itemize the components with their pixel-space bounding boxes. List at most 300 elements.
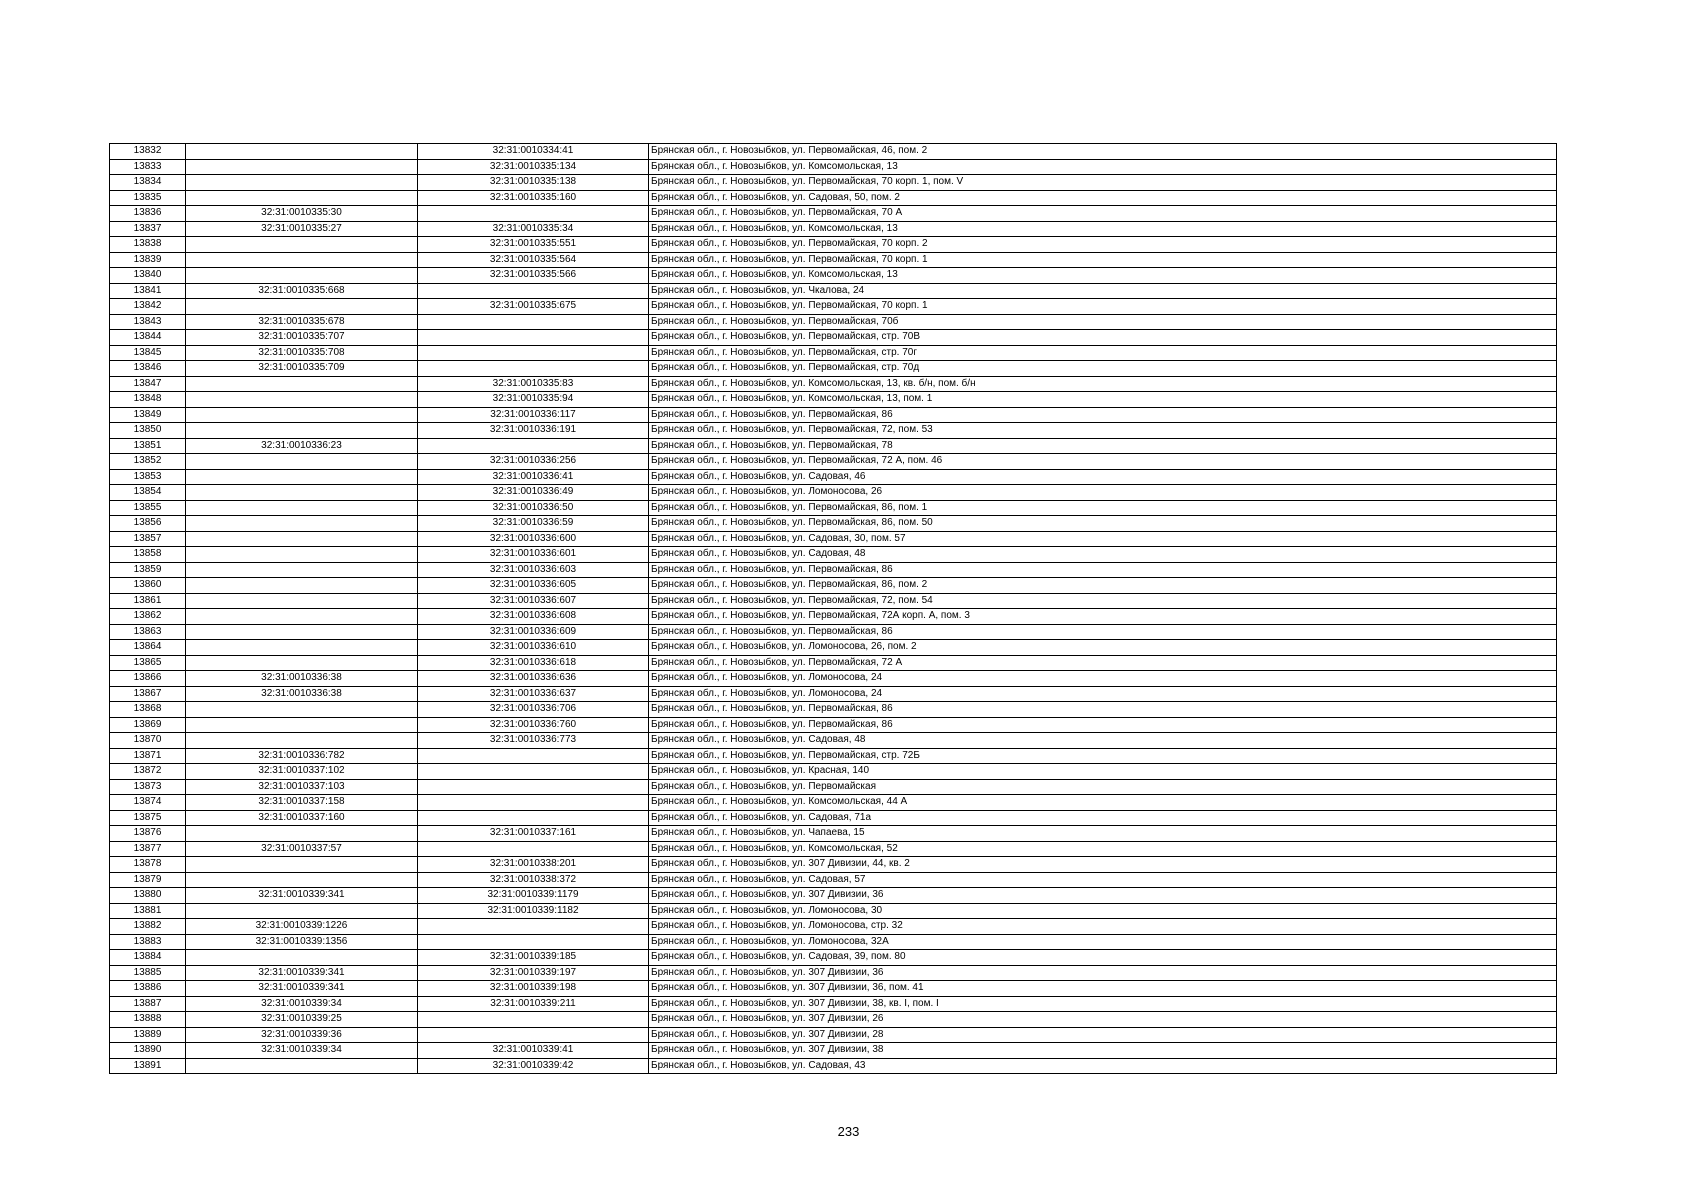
object-cadastral-number-cell: 32:31:0010336:191 [418, 423, 649, 439]
table-row [110, 640, 1557, 656]
land-parcel-number-cell [186, 640, 418, 656]
land-parcel-number-cell: 32:31:0010336:38 [186, 671, 418, 687]
row-number-cell: 13859 [110, 562, 186, 578]
row-number-cell: 13833 [110, 159, 186, 175]
object-cadastral-number-cell: 32:31:0010336:41 [418, 469, 649, 485]
row-number-cell: 13843 [110, 314, 186, 330]
row-number-cell: 13890 [110, 1043, 186, 1059]
land-parcel-number-cell [186, 1058, 418, 1074]
address-cell: Брянская обл., г. Новозыбков, ул. Первомайская, 86, пом. 50 [649, 516, 1557, 532]
land-parcel-number-cell: 32:31:0010339:25 [186, 1012, 418, 1028]
table-row [110, 1058, 1557, 1074]
address-cell: Брянская обл., г. Новозыбков, ул. 307 Дивизии, 28 [649, 1027, 1557, 1043]
object-cadastral-number-cell: 32:31:0010339:197 [418, 965, 649, 981]
land-parcel-number-cell [186, 872, 418, 888]
table-row [110, 702, 1557, 718]
object-cadastral-number-cell: 32:31:0010339:41 [418, 1043, 649, 1059]
row-number-cell: 13848 [110, 392, 186, 408]
address-cell: Брянская обл., г. Новозыбков, ул. Ломоносова, 32А [649, 934, 1557, 950]
address-cell: Брянская обл., г. Новозыбков, ул. Садовая, 46 [649, 469, 1557, 485]
land-parcel-number-cell [186, 376, 418, 392]
address-cell: Брянская обл., г. Новозыбков, ул. Первомайская, 86 [649, 717, 1557, 733]
object-cadastral-number-cell: 32:31:0010339:198 [418, 981, 649, 997]
address-cell: Брянская обл., г. Новозыбков, ул. Первомайская, 86, пом. 2 [649, 578, 1557, 594]
object-cadastral-number-cell: 32:31:0010335:675 [418, 299, 649, 315]
object-cadastral-number-cell: 32:31:0010335:34 [418, 221, 649, 237]
table-row [110, 717, 1557, 733]
address-cell: Брянская обл., г. Новозыбков, ул. Ломоносова, 30 [649, 903, 1557, 919]
table-row [110, 206, 1557, 222]
object-cadastral-number-cell: 32:31:0010336:706 [418, 702, 649, 718]
address-cell: Брянская обл., г. Новозыбков, ул. Комсомольская, 13, кв. б/н, пом. б/н [649, 376, 1557, 392]
row-number-cell: 13891 [110, 1058, 186, 1074]
land-parcel-number-cell: 32:31:0010335:708 [186, 345, 418, 361]
address-cell: Брянская обл., г. Новозыбков, ул. 307 Дивизии, 38, кв. I, пом. I [649, 996, 1557, 1012]
row-number-cell: 13886 [110, 981, 186, 997]
object-cadastral-number-cell: 32:31:0010338:201 [418, 857, 649, 873]
address-cell: Брянская обл., г. Новозыбков, ул. Первомайская, стр. 72Б [649, 748, 1557, 764]
address-cell: Брянская обл., г. Новозыбков, ул. 307 Дивизии, 38 [649, 1043, 1557, 1059]
land-parcel-number-cell: 32:31:0010339:341 [186, 888, 418, 904]
table-row [110, 655, 1557, 671]
row-number-cell: 13836 [110, 206, 186, 222]
object-cadastral-number-cell: 32:31:0010336:50 [418, 500, 649, 516]
object-cadastral-number-cell [418, 779, 649, 795]
object-cadastral-number-cell: 32:31:0010336:607 [418, 593, 649, 609]
row-number-cell: 13834 [110, 175, 186, 191]
table-row [110, 190, 1557, 206]
object-cadastral-number-cell [418, 934, 649, 950]
row-number-cell: 13844 [110, 330, 186, 346]
land-parcel-number-cell: 32:31:0010335:27 [186, 221, 418, 237]
table-row [110, 438, 1557, 454]
registry-table [109, 143, 1557, 1074]
table-row [110, 345, 1557, 361]
land-parcel-number-cell [186, 547, 418, 563]
land-parcel-number-cell [186, 624, 418, 640]
object-cadastral-number-cell: 32:31:0010336:609 [418, 624, 649, 640]
address-cell: Брянская обл., г. Новозыбков, ул. Садовая, 48 [649, 733, 1557, 749]
object-cadastral-number-cell: 32:31:0010335:564 [418, 252, 649, 268]
address-cell: Брянская обл., г. Новозыбков, ул. Первомайская, стр. 70д [649, 361, 1557, 377]
land-parcel-number-cell [186, 609, 418, 625]
table-row [110, 624, 1557, 640]
row-number-cell: 13855 [110, 500, 186, 516]
row-number-cell: 13852 [110, 454, 186, 470]
address-cell: Брянская обл., г. Новозыбков, ул. Чапаева, 15 [649, 826, 1557, 842]
page-number: 233 [837, 1124, 860, 1139]
address-cell: Брянская обл., г. Новозыбков, ул. 307 Дивизии, 44, кв. 2 [649, 857, 1557, 873]
table-row [110, 268, 1557, 284]
table-row [110, 361, 1557, 377]
land-parcel-number-cell: 32:31:0010336:38 [186, 686, 418, 702]
land-parcel-number-cell [186, 950, 418, 966]
object-cadastral-number-cell [418, 764, 649, 780]
land-parcel-number-cell: 32:31:0010337:102 [186, 764, 418, 780]
address-cell: Брянская обл., г. Новозыбков, ул. Первомайская, 72, пом. 53 [649, 423, 1557, 439]
row-number-cell: 13866 [110, 671, 186, 687]
address-cell: Брянская обл., г. Новозыбков, ул. Садовая, 50, пом. 2 [649, 190, 1557, 206]
land-parcel-number-cell [186, 175, 418, 191]
address-cell: Брянская обл., г. Новозыбков, ул. Ломоносова, стр. 32 [649, 919, 1557, 935]
address-cell: Брянская обл., г. Новозыбков, ул. Ломоносова, 26, пом. 2 [649, 640, 1557, 656]
table-row [110, 175, 1557, 191]
land-parcel-number-cell: 32:31:0010339:36 [186, 1027, 418, 1043]
table-row [110, 810, 1557, 826]
address-cell: Брянская обл., г. Новозыбков, ул. Садовая, 43 [649, 1058, 1557, 1074]
table-row [110, 888, 1557, 904]
table-row [110, 857, 1557, 873]
row-number-cell: 13856 [110, 516, 186, 532]
object-cadastral-number-cell [418, 1012, 649, 1028]
row-number-cell: 13881 [110, 903, 186, 919]
address-cell: Брянская обл., г. Новозыбков, ул. Первомайская, 70 корп. 1 [649, 252, 1557, 268]
row-number-cell: 13888 [110, 1012, 186, 1028]
address-cell: Брянская обл., г. Новозыбков, ул. Первомайская, 72А корп. А, пом. 3 [649, 609, 1557, 625]
object-cadastral-number-cell [418, 330, 649, 346]
table-row [110, 392, 1557, 408]
row-number-cell: 13872 [110, 764, 186, 780]
land-parcel-number-cell [186, 593, 418, 609]
address-cell: Брянская обл., г. Новозыбков, ул. Садовая, 48 [649, 547, 1557, 563]
row-number-cell: 13850 [110, 423, 186, 439]
row-number-cell: 13862 [110, 609, 186, 625]
object-cadastral-number-cell [418, 345, 649, 361]
object-cadastral-number-cell: 32:31:0010336:117 [418, 407, 649, 423]
land-parcel-number-cell: 32:31:0010336:23 [186, 438, 418, 454]
land-parcel-number-cell: 32:31:0010339:341 [186, 981, 418, 997]
table-row [110, 764, 1557, 780]
row-number-cell: 13869 [110, 717, 186, 733]
table-row [110, 485, 1557, 501]
object-cadastral-number-cell [418, 1027, 649, 1043]
object-cadastral-number-cell [418, 919, 649, 935]
table-row [110, 500, 1557, 516]
row-number-cell: 13857 [110, 531, 186, 547]
land-parcel-number-cell: 32:31:0010335:709 [186, 361, 418, 377]
object-cadastral-number-cell: 32:31:0010336:637 [418, 686, 649, 702]
row-number-cell: 13845 [110, 345, 186, 361]
object-cadastral-number-cell [418, 795, 649, 811]
object-cadastral-number-cell: 32:31:0010339:185 [418, 950, 649, 966]
table-row [110, 469, 1557, 485]
row-number-cell: 13875 [110, 810, 186, 826]
row-number-cell: 13883 [110, 934, 186, 950]
row-number-cell: 13874 [110, 795, 186, 811]
address-cell: Брянская обл., г. Новозыбков, ул. Первомайская, 70 корп. 1, пом. V [649, 175, 1557, 191]
address-cell: Брянская обл., г. Новозыбков, ул. 307 Дивизии, 36 [649, 965, 1557, 981]
table-row [110, 841, 1557, 857]
object-cadastral-number-cell [418, 283, 649, 299]
table-row [110, 376, 1557, 392]
address-cell: Брянская обл., г. Новозыбков, ул. Первомайская, 70б [649, 314, 1557, 330]
table-row [110, 996, 1557, 1012]
row-number-cell: 13838 [110, 237, 186, 253]
address-cell: Брянская обл., г. Новозыбков, ул. Первомайская, 72 А, пом. 46 [649, 454, 1557, 470]
address-cell: Брянская обл., г. Новозыбков, ул. 307 Дивизии, 26 [649, 1012, 1557, 1028]
land-parcel-number-cell: 32:31:0010339:341 [186, 965, 418, 981]
table-row [110, 593, 1557, 609]
row-number-cell: 13889 [110, 1027, 186, 1043]
object-cadastral-number-cell: 32:31:0010336:603 [418, 562, 649, 578]
address-cell: Брянская обл., г. Новозыбков, ул. Комсомольская, 44 А [649, 795, 1557, 811]
table-row [110, 516, 1557, 532]
address-cell: Брянская обл., г. Новозыбков, ул. Комсомольская, 13 [649, 159, 1557, 175]
object-cadastral-number-cell: 32:31:0010336:59 [418, 516, 649, 532]
table-row [110, 934, 1557, 950]
row-number-cell: 13885 [110, 965, 186, 981]
address-cell: Брянская обл., г. Новозыбков, ул. Ломоносова, 24 [649, 686, 1557, 702]
object-cadastral-number-cell [418, 438, 649, 454]
land-parcel-number-cell [186, 299, 418, 315]
table-row [110, 578, 1557, 594]
land-parcel-number-cell [186, 407, 418, 423]
row-number-cell: 13864 [110, 640, 186, 656]
row-number-cell: 13868 [110, 702, 186, 718]
land-parcel-number-cell: 32:31:0010339:1226 [186, 919, 418, 935]
table-row [110, 531, 1557, 547]
row-number-cell: 13840 [110, 268, 186, 284]
object-cadastral-number-cell [418, 206, 649, 222]
row-number-cell: 13884 [110, 950, 186, 966]
table-row [110, 903, 1557, 919]
land-parcel-number-cell [186, 190, 418, 206]
address-cell: Брянская обл., г. Новозыбков, ул. Садовая, 57 [649, 872, 1557, 888]
row-number-cell: 13880 [110, 888, 186, 904]
address-cell: Брянская обл., г. Новозыбков, ул. Первомайская, 72, пом. 54 [649, 593, 1557, 609]
object-cadastral-number-cell: 32:31:0010336:605 [418, 578, 649, 594]
object-cadastral-number-cell: 32:31:0010336:636 [418, 671, 649, 687]
table-row [110, 779, 1557, 795]
object-cadastral-number-cell [418, 748, 649, 764]
object-cadastral-number-cell: 32:31:0010335:566 [418, 268, 649, 284]
address-cell: Брянская обл., г. Новозыбков, ул. Садовая, 71а [649, 810, 1557, 826]
object-cadastral-number-cell: 32:31:0010337:161 [418, 826, 649, 842]
address-cell: Брянская обл., г. Новозыбков, ул. Первомайская, 46, пом. 2 [649, 144, 1557, 160]
address-cell: Брянская обл., г. Новозыбков, ул. Комсомольская, 13 [649, 268, 1557, 284]
table-row [110, 144, 1557, 160]
row-number-cell: 13835 [110, 190, 186, 206]
land-parcel-number-cell [186, 159, 418, 175]
table-row [110, 748, 1557, 764]
table-row [110, 609, 1557, 625]
row-number-cell: 13832 [110, 144, 186, 160]
row-number-cell: 13847 [110, 376, 186, 392]
object-cadastral-number-cell: 32:31:0010335:94 [418, 392, 649, 408]
land-parcel-number-cell: 32:31:0010337:158 [186, 795, 418, 811]
land-parcel-number-cell [186, 392, 418, 408]
table-row [110, 314, 1557, 330]
row-number-cell: 13851 [110, 438, 186, 454]
row-number-cell: 13865 [110, 655, 186, 671]
table-row [110, 686, 1557, 702]
land-parcel-number-cell [186, 454, 418, 470]
object-cadastral-number-cell: 32:31:0010335:160 [418, 190, 649, 206]
land-parcel-number-cell: 32:31:0010335:30 [186, 206, 418, 222]
address-cell: Брянская обл., г. Новозыбков, ул. Первомайская, 70 А [649, 206, 1557, 222]
address-cell: Брянская обл., г. Новозыбков, ул. Ломоносова, 26 [649, 485, 1557, 501]
address-cell: Брянская обл., г. Новозыбков, ул. Первомайская, 86 [649, 624, 1557, 640]
row-number-cell: 13861 [110, 593, 186, 609]
object-cadastral-number-cell: 32:31:0010336:618 [418, 655, 649, 671]
object-cadastral-number-cell: 32:31:0010339:42 [418, 1058, 649, 1074]
land-parcel-number-cell [186, 531, 418, 547]
land-parcel-number-cell: 32:31:0010335:707 [186, 330, 418, 346]
object-cadastral-number-cell [418, 810, 649, 826]
row-number-cell: 13878 [110, 857, 186, 873]
object-cadastral-number-cell: 32:31:0010339:211 [418, 996, 649, 1012]
row-number-cell: 13849 [110, 407, 186, 423]
row-number-cell: 13871 [110, 748, 186, 764]
land-parcel-number-cell [186, 857, 418, 873]
address-cell: Брянская обл., г. Новозыбков, ул. Первомайская [649, 779, 1557, 795]
table-row [110, 919, 1557, 935]
address-cell: Брянская обл., г. Новозыбков, ул. Комсомольская, 13 [649, 221, 1557, 237]
row-number-cell: 13882 [110, 919, 186, 935]
land-parcel-number-cell: 32:31:0010337:103 [186, 779, 418, 795]
row-number-cell: 13879 [110, 872, 186, 888]
row-number-cell: 13837 [110, 221, 186, 237]
row-number-cell: 13841 [110, 283, 186, 299]
row-number-cell: 13887 [110, 996, 186, 1012]
object-cadastral-number-cell: 32:31:0010336:773 [418, 733, 649, 749]
table-row [110, 981, 1557, 997]
land-parcel-number-cell [186, 717, 418, 733]
table-row [110, 423, 1557, 439]
land-parcel-number-cell [186, 562, 418, 578]
land-parcel-number-cell [186, 268, 418, 284]
land-parcel-number-cell [186, 423, 418, 439]
address-cell: Брянская обл., г. Новозыбков, ул. Первомайская, 70 корп. 2 [649, 237, 1557, 253]
registry-table-body [110, 144, 1557, 1074]
object-cadastral-number-cell: 32:31:0010335:134 [418, 159, 649, 175]
land-parcel-number-cell: 32:31:0010335:678 [186, 314, 418, 330]
address-cell: Брянская обл., г. Новозыбков, ул. Первомайская, 86 [649, 562, 1557, 578]
table-row [110, 407, 1557, 423]
row-number-cell: 13860 [110, 578, 186, 594]
address-cell: Брянская обл., г. Новозыбков, ул. Ломоносова, 24 [649, 671, 1557, 687]
table-row [110, 283, 1557, 299]
object-cadastral-number-cell: 32:31:0010335:551 [418, 237, 649, 253]
land-parcel-number-cell: 32:31:0010336:782 [186, 748, 418, 764]
object-cadastral-number-cell: 32:31:0010336:760 [418, 717, 649, 733]
address-cell: Брянская обл., г. Новозыбков, ул. Первомайская, 86 [649, 407, 1557, 423]
row-number-cell: 13854 [110, 485, 186, 501]
land-parcel-number-cell [186, 702, 418, 718]
row-number-cell: 13839 [110, 252, 186, 268]
address-cell: Брянская обл., г. Новозыбков, ул. 307 Дивизии, 36, пом. 41 [649, 981, 1557, 997]
table-row [110, 965, 1557, 981]
land-parcel-number-cell: 32:31:0010339:34 [186, 996, 418, 1012]
row-number-cell: 13863 [110, 624, 186, 640]
table-row [110, 252, 1557, 268]
object-cadastral-number-cell: 32:31:0010336:49 [418, 485, 649, 501]
land-parcel-number-cell [186, 516, 418, 532]
table-row [110, 950, 1557, 966]
table-row [110, 795, 1557, 811]
land-parcel-number-cell [186, 252, 418, 268]
land-parcel-number-cell: 32:31:0010339:1356 [186, 934, 418, 950]
object-cadastral-number-cell [418, 314, 649, 330]
address-cell: Брянская обл., г. Новозыбков, ул. Садовая, 30, пом. 57 [649, 531, 1557, 547]
row-number-cell: 13870 [110, 733, 186, 749]
land-parcel-number-cell [186, 826, 418, 842]
land-parcel-number-cell [186, 144, 418, 160]
land-parcel-number-cell [186, 500, 418, 516]
address-cell: Брянская обл., г. Новозыбков, ул. Комсомольская, 52 [649, 841, 1557, 857]
table-row [110, 159, 1557, 175]
table-row [110, 221, 1557, 237]
address-cell: Брянская обл., г. Новозыбков, ул. Комсомольская, 13, пом. 1 [649, 392, 1557, 408]
object-cadastral-number-cell: 32:31:0010339:1179 [418, 888, 649, 904]
table-row [110, 299, 1557, 315]
table-row [110, 1012, 1557, 1028]
table-row [110, 562, 1557, 578]
object-cadastral-number-cell: 32:31:0010336:600 [418, 531, 649, 547]
table-row [110, 454, 1557, 470]
row-number-cell: 13846 [110, 361, 186, 377]
land-parcel-number-cell: 32:31:0010339:34 [186, 1043, 418, 1059]
address-cell: Брянская обл., г. Новозыбков, ул. Первомайская, стр. 70г [649, 345, 1557, 361]
land-parcel-number-cell [186, 469, 418, 485]
object-cadastral-number-cell: 32:31:0010335:138 [418, 175, 649, 191]
row-number-cell: 13842 [110, 299, 186, 315]
object-cadastral-number-cell: 32:31:0010336:608 [418, 609, 649, 625]
land-parcel-number-cell [186, 655, 418, 671]
object-cadastral-number-cell: 32:31:0010336:601 [418, 547, 649, 563]
address-cell: Брянская обл., г. Новозыбков, ул. Первомайская, стр. 70В [649, 330, 1557, 346]
object-cadastral-number-cell: 32:31:0010339:1182 [418, 903, 649, 919]
row-number-cell: 13867 [110, 686, 186, 702]
row-number-cell: 13853 [110, 469, 186, 485]
table-row [110, 826, 1557, 842]
land-parcel-number-cell [186, 733, 418, 749]
land-parcel-number-cell: 32:31:0010337:160 [186, 810, 418, 826]
object-cadastral-number-cell: 32:31:0010335:83 [418, 376, 649, 392]
row-number-cell: 13873 [110, 779, 186, 795]
table-row [110, 872, 1557, 888]
address-cell: Брянская обл., г. Новозыбков, ул. Чкалова, 24 [649, 283, 1557, 299]
land-parcel-number-cell [186, 903, 418, 919]
object-cadastral-number-cell [418, 841, 649, 857]
address-cell: Брянская обл., г. Новозыбков, ул. Первомайская, 72 А [649, 655, 1557, 671]
object-cadastral-number-cell [418, 361, 649, 377]
address-cell: Брянская обл., г. Новозыбков, ул. Первомайская, 86 [649, 702, 1557, 718]
object-cadastral-number-cell: 32:31:0010334:41 [418, 144, 649, 160]
object-cadastral-number-cell: 32:31:0010338:372 [418, 872, 649, 888]
table-row [110, 671, 1557, 687]
address-cell: Брянская обл., г. Новозыбков, ул. Красная, 140 [649, 764, 1557, 780]
object-cadastral-number-cell: 32:31:0010336:610 [418, 640, 649, 656]
table-row [110, 237, 1557, 253]
object-cadastral-number-cell: 32:31:0010336:256 [418, 454, 649, 470]
address-cell: Брянская обл., г. Новозыбков, ул. Первомайская, 70 корп. 1 [649, 299, 1557, 315]
table-row [110, 330, 1557, 346]
table-row [110, 1043, 1557, 1059]
address-cell: Брянская обл., г. Новозыбков, ул. Садовая, 39, пом. 80 [649, 950, 1557, 966]
address-cell: Брянская обл., г. Новозыбков, ул. Первомайская, 86, пом. 1 [649, 500, 1557, 516]
row-number-cell: 13876 [110, 826, 186, 842]
address-cell: Брянская обл., г. Новозыбков, ул. 307 Дивизии, 36 [649, 888, 1557, 904]
land-parcel-number-cell: 32:31:0010337:57 [186, 841, 418, 857]
table-row [110, 733, 1557, 749]
table-row [110, 547, 1557, 563]
land-parcel-number-cell [186, 485, 418, 501]
land-parcel-number-cell [186, 578, 418, 594]
row-number-cell: 13877 [110, 841, 186, 857]
land-parcel-number-cell: 32:31:0010335:668 [186, 283, 418, 299]
address-cell: Брянская обл., г. Новозыбков, ул. Первомайская, 78 [649, 438, 1557, 454]
